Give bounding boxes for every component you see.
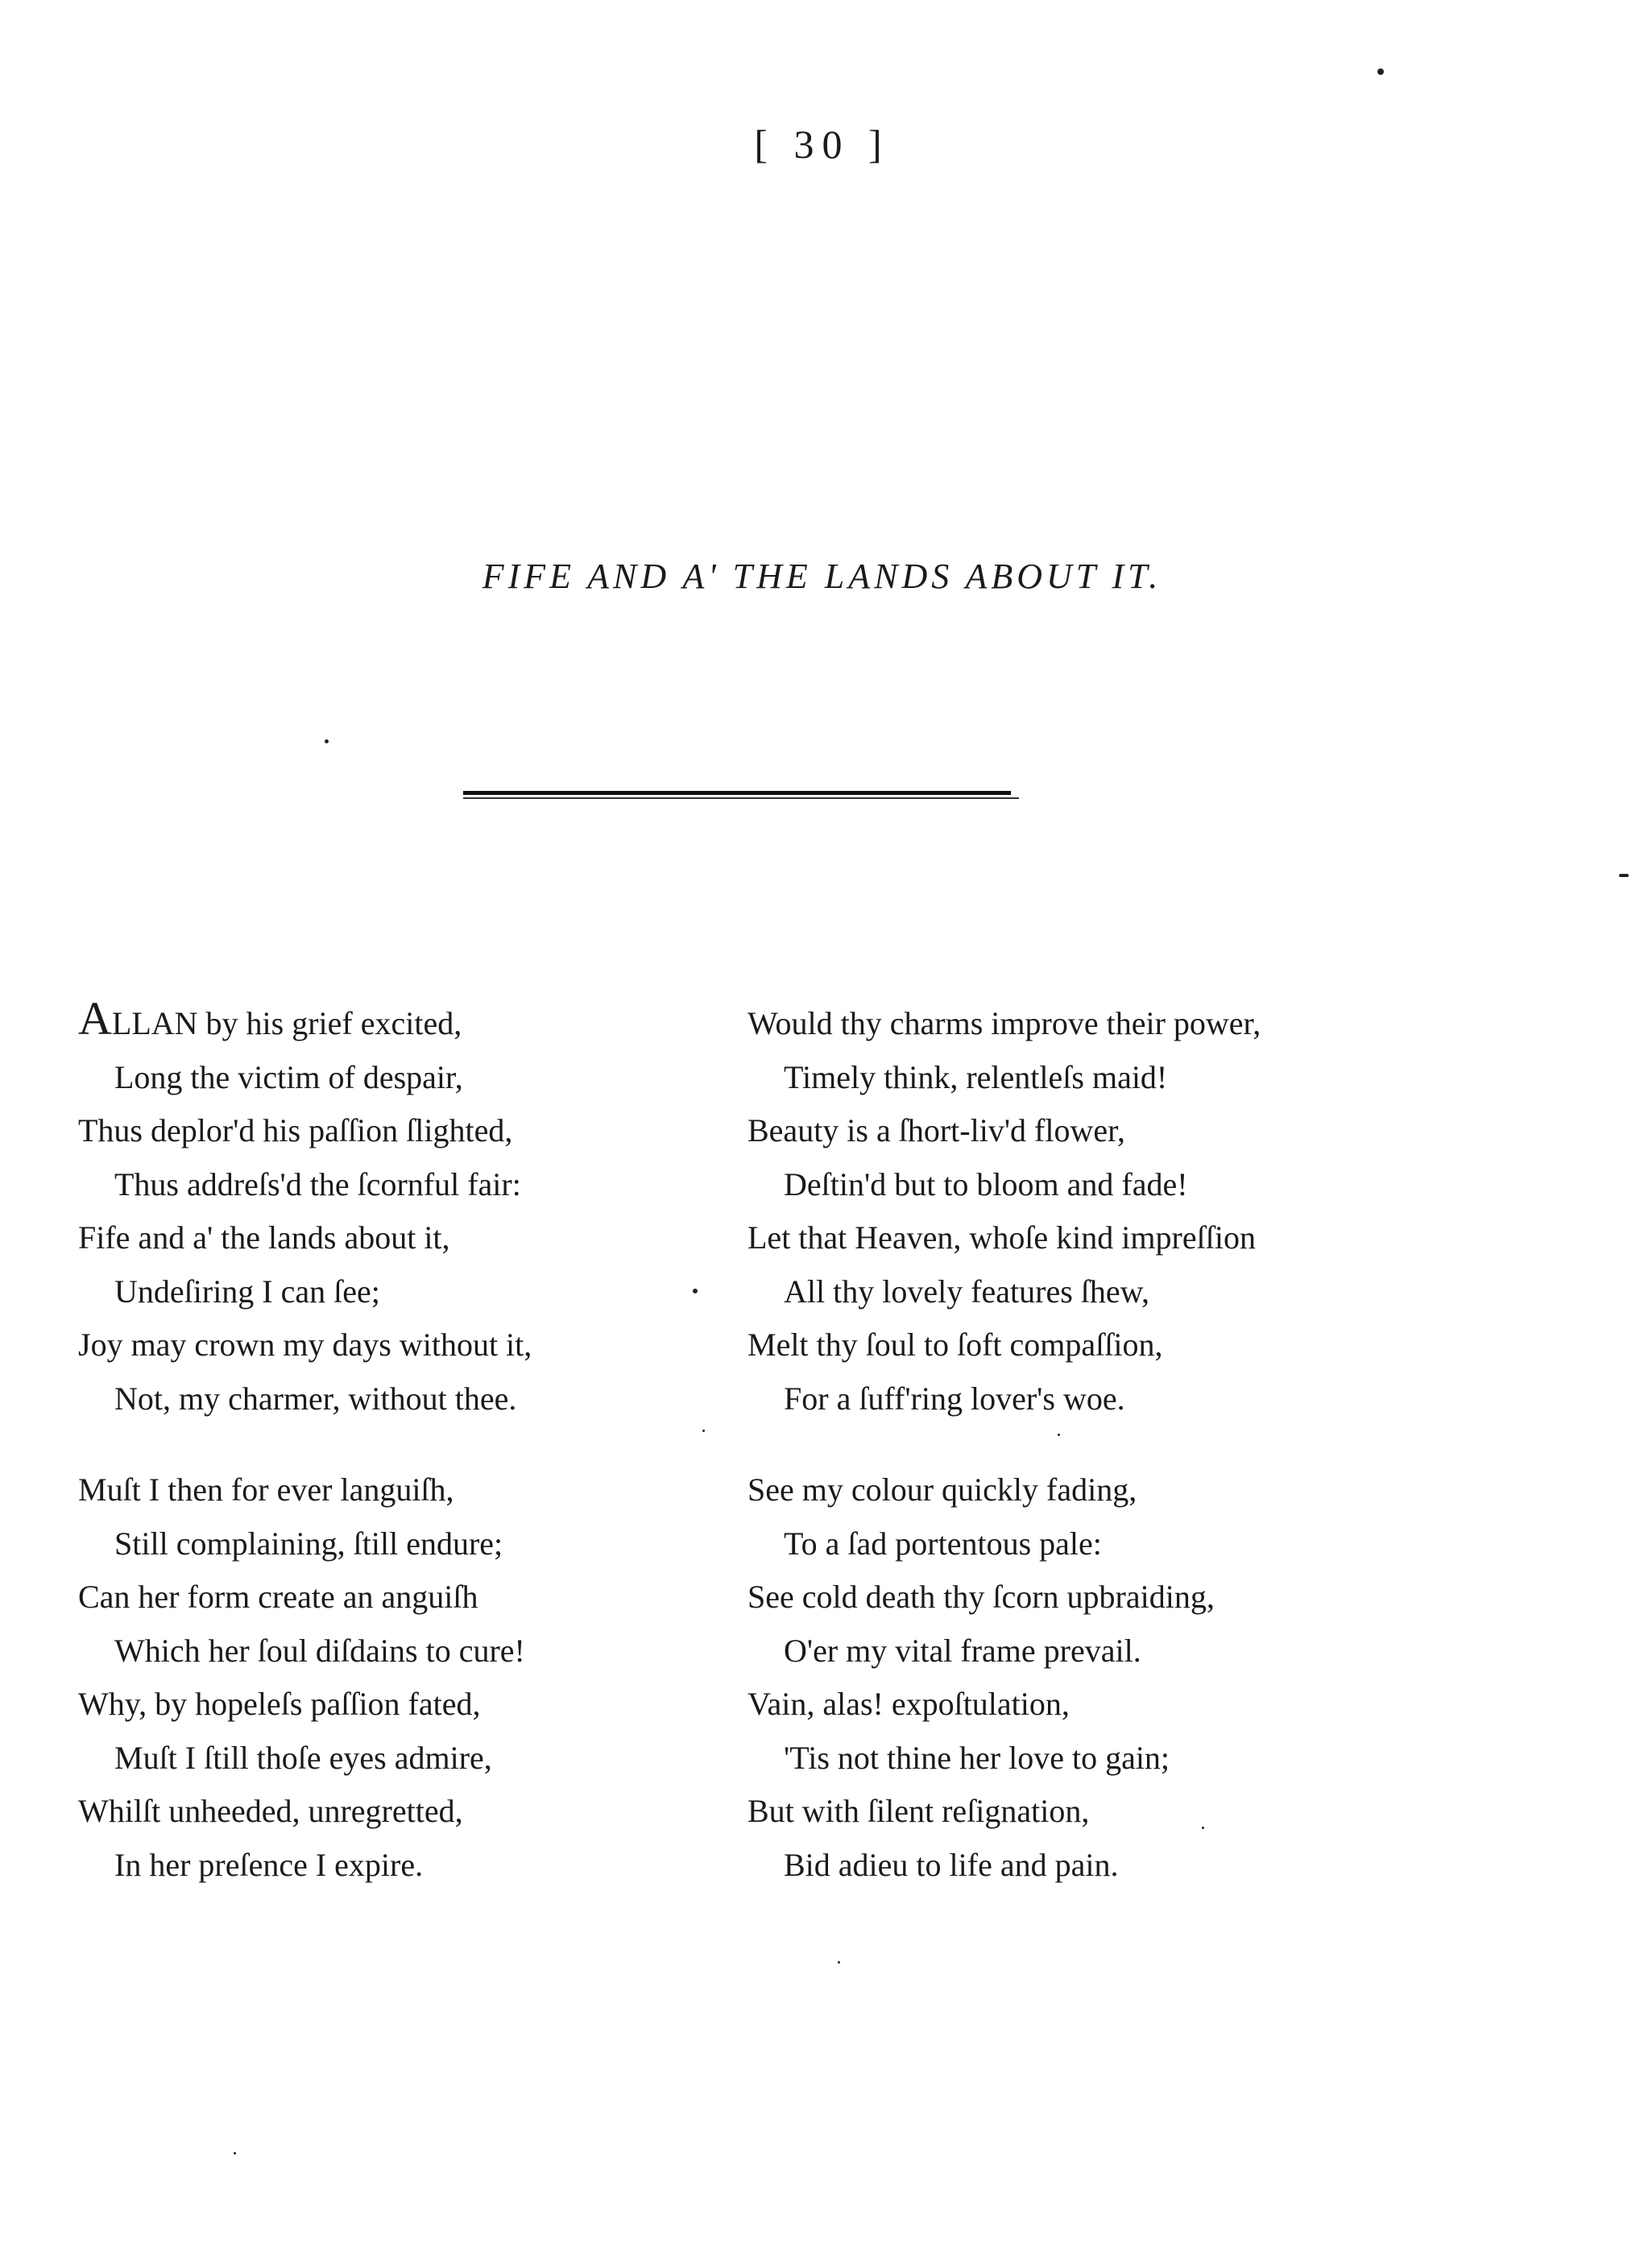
verse-line: Let that Heaven, whoſe kind impreſſion: [747, 1219, 1256, 1256]
verse-line: [78, 992, 690, 1051]
poem-title: FIFE AND A' THE LANDS ABOUT IT.: [482, 557, 1162, 596]
verse-line: But with ſilent reſignation,: [747, 1793, 1090, 1829]
verse-line: Timely think, relentleſs maid!: [784, 1058, 1168, 1095]
verse-line: In her preſence I expire.: [114, 1846, 424, 1883]
rule-thin-line: [463, 797, 1019, 799]
stanza-4: [747, 1463, 1392, 1892]
verse-line: Long the victim of despair,: [114, 1058, 463, 1095]
stanza-1: [78, 992, 690, 1426]
verse-line: Undeſiring I can ſee;: [114, 1273, 380, 1310]
scan-speck: [1202, 1827, 1204, 1829]
verse-line: Joy may crown my days without it,: [78, 1326, 532, 1363]
stanza-3: [747, 997, 1392, 1426]
verse-line: For a ſuff'ring lover's woe.: [784, 1380, 1125, 1417]
scan-speck: [1058, 1434, 1060, 1436]
verse-line: O'er my vital frame prevail.: [784, 1632, 1141, 1669]
verse-line: To a ſad portentous pale:: [784, 1525, 1102, 1562]
verse-line: Still complaining, ſtill endure;: [114, 1525, 503, 1562]
verse-line: See my colour quickly fading,: [747, 1471, 1137, 1508]
drop-cap: A: [78, 992, 112, 1045]
verse-line: Deſtin'd but to bloom and fade!: [784, 1165, 1188, 1202]
verse-line: 'Tis not thine her love to gain;: [784, 1739, 1170, 1776]
verse-line: Muſt I then for ever languiſh,: [78, 1471, 454, 1508]
scan-speck: [325, 739, 329, 743]
decorative-rule: [463, 791, 1011, 802]
poem-column-right: [747, 997, 1392, 1930]
verse-line: Would thy charms improve their power,: [747, 1005, 1261, 1041]
page-number: [ 30 ]: [754, 122, 890, 167]
verse-line: Vain, alas! expoſtulation,: [747, 1686, 1070, 1722]
verse-line: Thus deplor'd his paſſion ſlighted,: [78, 1112, 513, 1148]
poem-column-left: [78, 992, 690, 1930]
scan-speck: [1377, 68, 1384, 75]
scan-speck: [693, 1289, 698, 1293]
verse-line: Can her form create an anguiſh: [78, 1579, 478, 1615]
scan-speck: [702, 1430, 705, 1432]
verse-line: All thy lovely features ſhew,: [784, 1273, 1149, 1310]
verse-line: Why, by hopeleſs paſſion fated,: [78, 1686, 481, 1722]
verse-line: Bid adieu to life and pain.: [784, 1846, 1119, 1883]
stanza-2: [78, 1463, 690, 1892]
verse-line: Whilſt unheeded, unregretted,: [78, 1793, 463, 1829]
scan-speck: [838, 1961, 840, 1964]
verse-line: Which her ſoul diſdains to cure!: [114, 1632, 525, 1669]
verse-line: See cold death thy ſcorn upbraiding,: [747, 1579, 1215, 1615]
verse-line: Melt thy ſoul to ſoft compaſſion,: [747, 1326, 1163, 1363]
scan-speck: [1619, 874, 1629, 877]
verse-line-rest: LLAN by his grief excited,: [111, 1005, 462, 1041]
rule-thick-line: [463, 791, 1011, 795]
scan-speck: [234, 2152, 236, 2154]
verse-line: Fife and a' the lands about it,: [78, 1219, 450, 1256]
verse-line: Beauty is a ſhort-liv'd flower,: [747, 1112, 1125, 1148]
verse-line: Thus addreſs'd the ſcornful fair:: [114, 1165, 521, 1202]
verse-line: Muſt I ſtill thoſe eyes admire,: [114, 1739, 492, 1776]
verse-line: Not, my charmer, without thee.: [114, 1380, 517, 1417]
